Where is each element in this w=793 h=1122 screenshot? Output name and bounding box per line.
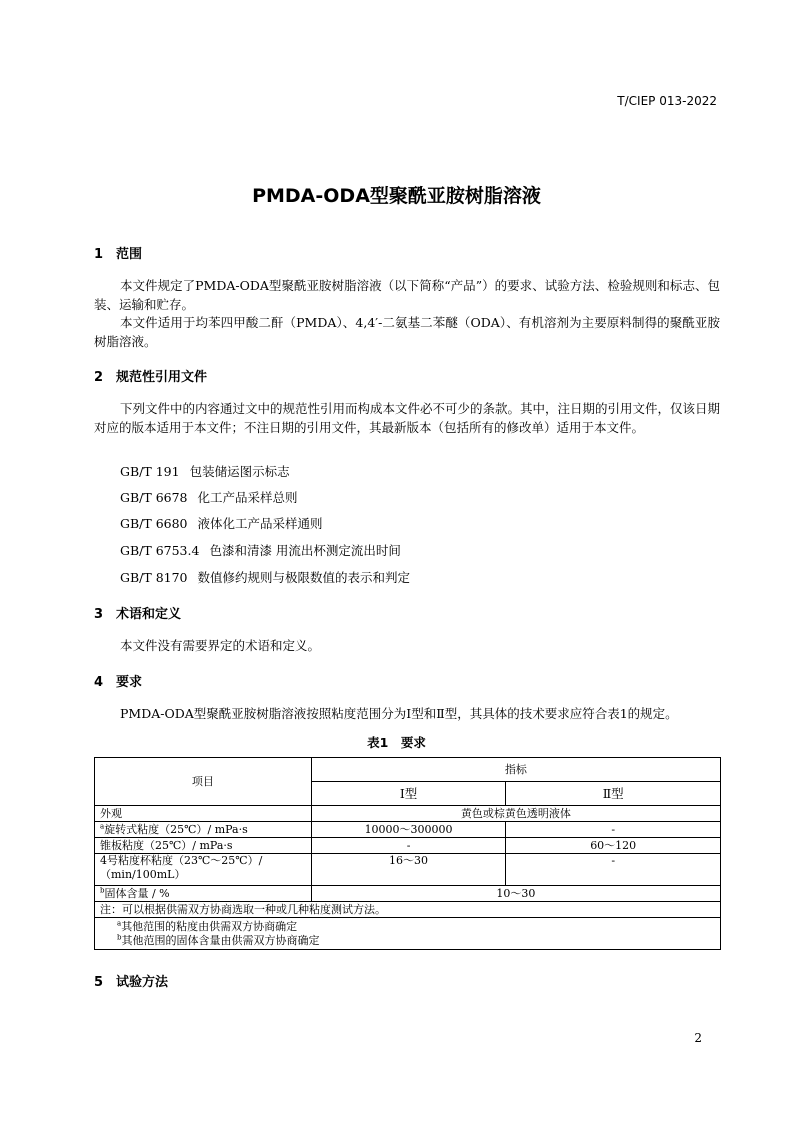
section-number: 3: [94, 607, 104, 622]
reference-code: GB/T 191: [120, 464, 180, 479]
reference-item: [120, 568, 410, 586]
header-type-2: Ⅱ型: [506, 782, 721, 806]
table-note-row: [95, 902, 721, 918]
reference-code: GB/T 6678: [120, 490, 188, 505]
section-title: 要求: [116, 675, 143, 690]
row-type2-value: 60～120: [506, 838, 721, 854]
scope-paragraph-2: 本文件适用于均苯四甲酸二酐（PMDA）、4,4′-二氨基二苯醚（ODA）、有机溶剂为主要原料制得的聚酰亚胺树脂溶液。: [94, 315, 720, 349]
footnote-text: 其他范围的粘度由供需双方协商确定: [121, 919, 298, 933]
header-type-1: Ⅰ型: [311, 782, 506, 806]
table-note: 注：可以根据供需双方协商选取一种或几种粘度测试方法。: [95, 902, 721, 918]
row-type1-value: 10000～300000: [311, 822, 506, 838]
row-merged-value: 黄色或棕黄色透明液体: [311, 806, 720, 822]
requirements-intro: PMDA-ODA型聚酰亚胺树脂溶液按照粘度范围分为I型和Ⅱ型，其具体的技术要求应符合表1的规定。: [120, 706, 678, 721]
section-number: 2: [94, 370, 104, 385]
footnote-text: 其他范围的固体含量由供需双方协商确定: [121, 933, 320, 947]
section-number: 4: [94, 675, 104, 690]
section-heading-terms: [94, 603, 181, 622]
row-item: 4号粘度杯粘度（23℃～25℃）/（min/100mL）: [95, 854, 312, 886]
reference-code: GB/T 6753.4: [120, 543, 200, 558]
section-heading-test-methods: [94, 971, 168, 990]
reference-item: [120, 462, 290, 480]
section-heading-scope: [94, 243, 142, 262]
header-index: 指标: [311, 758, 720, 782]
reference-item: [120, 541, 401, 559]
row-item: 固体含量 / %: [104, 886, 170, 900]
table-footnote-row: [95, 918, 721, 950]
row-type2-value: -: [506, 854, 721, 886]
row-merged-value: 10～30: [311, 886, 720, 902]
row-item: 锥板粘度（25℃）/ mPa·s: [95, 838, 312, 854]
section-title: 术语和定义: [116, 607, 182, 622]
reference-code: GB/T 8170: [120, 570, 188, 585]
table-row: [95, 854, 721, 886]
table-header-row: [95, 758, 721, 782]
section-title: 范围: [116, 247, 143, 262]
footnote-a: [117, 920, 715, 934]
row-type2-value: -: [506, 822, 721, 838]
row-type1-value: 16～30: [311, 854, 506, 886]
reference-name: 色漆和清漆 用流出杯测定流出时间: [209, 543, 401, 558]
requirements-table: [94, 757, 721, 950]
row-item: 外观: [95, 806, 312, 822]
scope-paragraph-1: 本文件规定了PMDA-ODA型聚酰亚胺树脂溶液（以下简称“产品”）的要求、试验方法、检验规则和标志、包装、运输和贮存。: [94, 278, 720, 312]
page-number: 2: [694, 1031, 702, 1045]
normative-intro: 下列文件中的内容通过文中的规范性引用而构成本文件必不可少的条款。其中，注日期的引用文件，仅该日期对应的版本适用于本文件；不注日期的引用文件，其最新版本（包括所有的修改单）适用于本文件。: [94, 401, 721, 435]
reference-item: [120, 488, 298, 506]
footnote-mark: a: [100, 821, 105, 830]
table-footnotes: [95, 918, 721, 950]
footnote-b: [117, 934, 715, 948]
row-item: 旋转式粘度（25℃）/ mPa·s: [104, 822, 248, 836]
table-caption: 表1 要求: [367, 735, 426, 750]
row-item-cell: [95, 886, 312, 902]
row-item-cell: [95, 822, 312, 838]
reference-item: [120, 514, 323, 532]
reference-name: 包装储运图示标志: [189, 464, 290, 479]
section-title: 规范性引用文件: [116, 370, 208, 385]
footnote-mark: a: [117, 918, 122, 927]
footnote-mark: b: [117, 932, 122, 941]
standard-code: T/CIEP 013-2022: [617, 94, 717, 108]
section-heading-requirements: [94, 671, 142, 690]
table-row: [95, 822, 721, 838]
table-row: [95, 838, 721, 854]
terms-paragraph: 本文件没有需要界定的术语和定义。: [120, 638, 321, 653]
table-row: [95, 806, 721, 822]
header-item: 项目: [95, 758, 312, 806]
reference-name: 化工产品采样总则: [197, 490, 298, 505]
footnote-mark: b: [100, 885, 105, 894]
row-type1-value: -: [311, 838, 506, 854]
reference-code: GB/T 6680: [120, 516, 188, 531]
document-title: PMDA-ODA型聚酰亚胺树脂溶液: [252, 185, 541, 207]
reference-name: 数值修约规则与极限数值的表示和判定: [197, 570, 411, 585]
section-number: 1: [94, 247, 104, 262]
reference-name: 液体化工产品采样通则: [197, 516, 323, 531]
section-title: 试验方法: [116, 975, 169, 990]
section-number: 5: [94, 975, 104, 990]
section-heading-normative: [94, 366, 207, 385]
table-row: [95, 886, 721, 902]
